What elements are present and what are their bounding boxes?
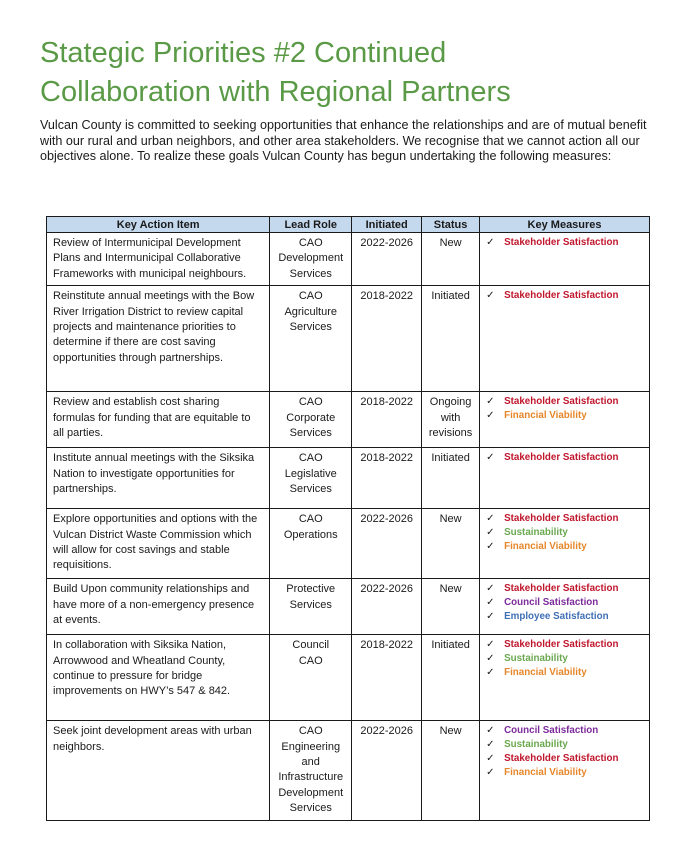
checkmark-icon: ✓: [486, 541, 495, 553]
checkmark-icon: ✓: [486, 725, 495, 737]
lead-role-cell: [270, 448, 352, 509]
key-measure-item: [486, 409, 643, 423]
status-line: Initiated: [431, 290, 470, 303]
table-row: [47, 448, 650, 509]
initiated-cell: 2022-2026: [352, 509, 422, 579]
table-row: [47, 286, 650, 392]
lead-role-line: Services: [289, 267, 332, 280]
key-measures-list: [486, 451, 643, 465]
key-measure-item: [486, 652, 643, 666]
lead-role-line: Protective: [286, 583, 336, 596]
key-measure-item: [486, 766, 643, 780]
key-measure-label: Stakeholder Satisfaction: [504, 237, 619, 248]
checkmark-icon: ✓: [486, 611, 495, 623]
key-measures-list: [486, 582, 643, 624]
status-line: revisions: [428, 427, 473, 440]
checkmark-icon: ✓: [486, 653, 495, 665]
lead-role-line: CAO: [298, 396, 323, 409]
table-body: [47, 233, 650, 821]
status-line: New: [439, 513, 462, 526]
key-measure-label: Employee Satisfaction: [504, 611, 609, 623]
key-measure-label: Financial Viability: [504, 667, 587, 679]
lead-role-line: Services: [289, 802, 332, 815]
key-measures-cell: [480, 721, 650, 820]
key-measure-item: [486, 582, 643, 596]
priorities-table: [46, 216, 650, 821]
key-action-item-cell: In collaboration with Siksika Nation, Arrowwood and Wheatland County, continue to pressure for bridge improvements on HWY’s 547 & 842.: [47, 635, 270, 721]
initiated-cell: 2022-2026: [352, 233, 422, 286]
table-header-row: [47, 217, 650, 233]
status-line: New: [439, 237, 462, 249]
lead-role-line: CAO: [298, 290, 323, 303]
initiated-cell: 2018-2022: [352, 286, 422, 392]
header-status: Status: [422, 217, 480, 233]
status-cell: [422, 392, 480, 448]
key-action-item-cell: Reinstitute annual meetings with the Bow River Irrigation District to review capital projects and maintenance priorities to determine if there are cost saving opportunities through partnerships.: [47, 286, 270, 392]
status-cell: [422, 721, 480, 820]
lead-role-line: CAO: [298, 654, 323, 667]
lead-role-line: CAO: [298, 237, 323, 249]
key-measures-list: [486, 638, 643, 680]
status-cell: [422, 509, 480, 579]
key-measure-item: [486, 236, 643, 250]
key-measure-label: Stakeholder Satisfaction: [504, 513, 619, 525]
header-key-measures: Key Measures: [480, 217, 650, 233]
initiated-cell: 2018-2022: [352, 635, 422, 721]
key-measure-item: [486, 666, 643, 680]
checkmark-icon: ✓: [486, 527, 495, 539]
lead-role-line: Legislative: [284, 467, 337, 480]
table-row: [47, 233, 650, 286]
checkmark-icon: ✓: [486, 396, 495, 408]
key-measure-item: [486, 526, 643, 540]
header-lead-role: Lead Role: [270, 217, 352, 233]
checkmark-icon: ✓: [486, 583, 495, 595]
key-measure-label: Stakeholder Satisfaction: [504, 452, 619, 464]
lead-role-cell: [270, 286, 352, 392]
key-measure-item: [486, 638, 643, 652]
page-title: [40, 34, 680, 112]
header-initiated: Initiated: [352, 217, 422, 233]
key-action-item-cell: Review of Intermunicipal Development Plans and Intermunicipal Collaborative Frameworks with municipal neighbours.: [47, 233, 270, 286]
status-line: New: [439, 725, 462, 738]
key-measure-label: Council Satisfaction: [504, 597, 599, 609]
status-cell: [422, 579, 480, 635]
key-measures-list: [486, 512, 643, 554]
key-measure-label: Stakeholder Satisfaction: [504, 639, 619, 651]
lead-role-line: Operations: [283, 528, 338, 541]
title-line-2: Collaboration with Regional Partners: [40, 76, 511, 108]
checkmark-icon: ✓: [486, 753, 495, 765]
key-action-item-cell: Explore opportunities and options with the Vulcan District Waste Commission which will allow for cost savings and stable requisitions.: [47, 509, 270, 579]
key-measures-cell: [480, 286, 650, 392]
key-measures-cell: [480, 448, 650, 509]
key-measure-label: Sustainability: [504, 739, 568, 751]
lead-role-line: Corporate: [286, 411, 336, 424]
table-row: [47, 721, 650, 820]
key-measure-item: [486, 395, 643, 409]
checkmark-icon: ✓: [486, 639, 495, 651]
key-measure-label: Stakeholder Satisfaction: [504, 583, 619, 595]
title-line-1: Stategic Priorities #2 Continued: [40, 37, 447, 69]
lead-role-line: CAO: [298, 725, 323, 738]
table-row: [47, 509, 650, 579]
key-measure-label: Financial Viability: [504, 541, 587, 553]
lead-role-cell: [270, 509, 352, 579]
key-measures-list: [486, 395, 643, 423]
status-line: with: [440, 411, 461, 424]
table-row: [47, 392, 650, 448]
status-cell: [422, 286, 480, 392]
key-measures-cell: [480, 509, 650, 579]
lead-role-line: CAO: [298, 452, 323, 465]
lead-role-line: and: [301, 756, 320, 769]
key-measure-item: [486, 724, 643, 738]
key-measures-cell: [480, 392, 650, 448]
status-cell: [422, 635, 480, 721]
lead-role-line: Services: [289, 598, 332, 611]
checkmark-icon: ✓: [486, 767, 495, 779]
table-row: [47, 635, 650, 721]
key-measure-item: [486, 512, 643, 526]
key-measure-label: Stakeholder Satisfaction: [504, 753, 619, 765]
lead-role-line: Services: [289, 321, 332, 334]
key-action-item-cell: Seek joint development areas with urban neighbors.: [47, 721, 270, 820]
key-measure-item: [486, 540, 643, 554]
key-measures-list: [486, 289, 643, 303]
key-measures-cell: [480, 233, 650, 286]
lead-role-cell: [270, 579, 352, 635]
checkmark-icon: ✓: [486, 237, 495, 248]
lead-role-line: Services: [289, 483, 332, 496]
key-measure-item: [486, 289, 643, 303]
key-measure-label: Sustainability: [504, 653, 568, 665]
checkmark-icon: ✓: [486, 739, 495, 751]
key-measures-list: [486, 724, 643, 780]
key-measure-label: Stakeholder Satisfaction: [504, 290, 619, 302]
status-cell: [422, 233, 480, 286]
checkmark-icon: ✓: [486, 290, 495, 302]
checkmark-icon: ✓: [486, 410, 495, 422]
key-measure-label: Sustainability: [504, 527, 568, 539]
lead-role-cell: [270, 721, 352, 820]
lead-role-cell: [270, 233, 352, 286]
checkmark-icon: ✓: [486, 452, 495, 464]
initiated-cell: 2022-2026: [352, 579, 422, 635]
key-measure-label: Stakeholder Satisfaction: [504, 396, 619, 408]
key-action-item-cell: Review and establish cost sharing formulas for funding that are equitable to all parties.: [47, 392, 270, 448]
key-measure-item: [486, 596, 643, 610]
lead-role-line: Services: [289, 427, 332, 440]
status-line: Initiated: [431, 452, 470, 465]
key-measure-label: Financial Viability: [504, 410, 587, 422]
lead-role-cell: [270, 635, 352, 721]
checkmark-icon: ✓: [486, 667, 495, 679]
lead-role-line: Agriculture: [284, 305, 338, 318]
initiated-cell: 2018-2022: [352, 392, 422, 448]
initiated-cell: 2018-2022: [352, 448, 422, 509]
key-action-item-cell: Build Upon community relationships and have more of a non-emergency presence at events.: [47, 579, 270, 635]
key-measures-cell: [480, 579, 650, 635]
lead-role-line: Infrastructure: [278, 771, 344, 784]
lead-role-cell: [270, 392, 352, 448]
status-line: Ongoing: [429, 396, 472, 409]
status-line: New: [439, 583, 462, 596]
lead-role-line: Council: [292, 639, 330, 652]
key-measure-label: Financial Viability: [504, 767, 587, 779]
key-measures-cell: [480, 635, 650, 721]
lead-role-line: Development: [278, 252, 344, 265]
intro-paragraph: Vulcan County is committed to seeking opportunities that enhance the relationships and are of mutual benefit with our rural and urban neighbors, and other area stakeholders. We recognise that we cannot action all our objectives alone. To realize these goals Vulcan County has begun undertaking the following measures:: [40, 118, 647, 163]
key-measure-item: [486, 738, 643, 752]
checkmark-icon: ✓: [486, 597, 495, 609]
initiated-cell: 2022-2026: [352, 721, 422, 820]
checkmark-icon: ✓: [486, 513, 495, 525]
lead-role-line: CAO: [298, 513, 323, 526]
key-measure-label: Council Satisfaction: [504, 725, 599, 737]
key-measure-item: [486, 451, 643, 465]
header-key-action-item: Key Action Item: [47, 217, 270, 233]
table-row: [47, 579, 650, 635]
lead-role-line: Engineering: [281, 740, 341, 753]
status-line: Initiated: [431, 639, 470, 652]
key-measure-item: [486, 610, 643, 624]
key-action-item-cell: Institute annual meetings with the Siksika Nation to investigate opportunities for partnerships.: [47, 448, 270, 509]
key-measure-item: [486, 752, 643, 766]
lead-role-line: Development: [278, 786, 344, 799]
key-measures-list: [486, 236, 643, 250]
status-cell: [422, 448, 480, 509]
